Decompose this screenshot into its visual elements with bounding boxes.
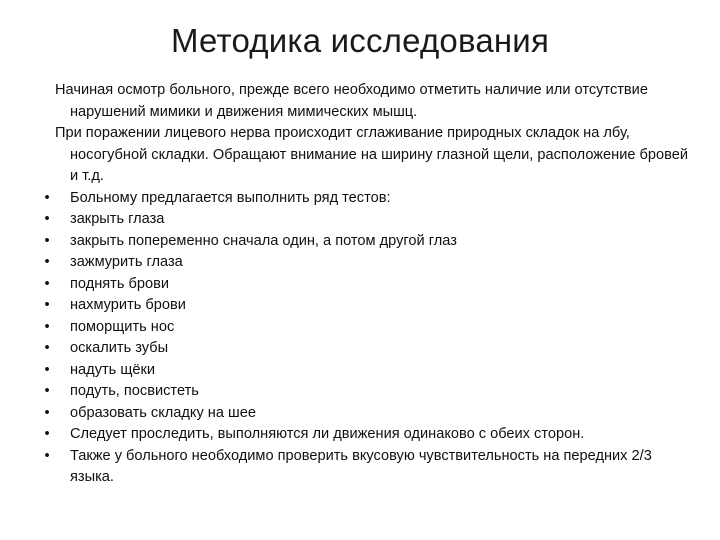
bullet-icon: • <box>44 211 50 227</box>
list-item-text: образовать складку на шее <box>70 404 256 421</box>
bullet-icon: • <box>44 426 50 442</box>
intro-paragraph: Начиная осмотр больного, прежде всего необходимо отметить наличие или отсутствие нарушений мимики и движения мимических мышц. <box>55 82 648 120</box>
bullet-icon: • <box>44 232 50 249</box>
list-item-text: Следует проследить, выполняются ли движения одинаково с обеих сторон. <box>70 426 585 442</box>
list-item <box>40 295 690 317</box>
bullet-icon: • <box>44 318 50 335</box>
list-item <box>40 252 690 274</box>
list-item-text: оскалить зубы <box>70 340 169 356</box>
bullet-icon: • <box>44 189 50 206</box>
list-item <box>40 424 690 446</box>
bullet-icon: • <box>44 361 50 378</box>
list-item <box>40 274 690 296</box>
list-item-text: поднять брови <box>70 275 170 292</box>
bullet-icon: • <box>44 254 50 270</box>
list-item <box>40 231 690 253</box>
facial-nerve-paragraph: При поражении лицевого нерва происходит сглаживание природных складок на лбу, носогубной складки. Обращают внимание на ширину глазной щели, расположение бровей и т.д. <box>55 125 688 184</box>
list-item-text: подуть, посвистеть <box>70 383 199 399</box>
bullet-icon: • <box>44 275 50 292</box>
list-item <box>40 446 690 489</box>
list-item-text: поморщить нос <box>70 318 175 335</box>
slide-body <box>40 80 690 489</box>
list-item <box>40 381 690 403</box>
bullet-icon: • <box>44 404 50 421</box>
list-item <box>40 360 690 382</box>
test-list <box>40 188 690 489</box>
list-item <box>40 209 690 231</box>
list-item <box>40 338 690 360</box>
list-item-text: закрыть глаза <box>70 211 165 227</box>
list-item-text: Больному предлагается выполнить ряд тестов: <box>70 189 391 206</box>
list-item-text: закрыть попеременно сначала один, а потом другой глаз <box>70 232 457 249</box>
list-item <box>40 403 690 425</box>
list-item-text: нахмурить брови <box>70 297 186 313</box>
bullet-icon: • <box>44 447 50 464</box>
bullet-icon: • <box>44 340 50 356</box>
bullet-icon: • <box>44 297 50 313</box>
list-item <box>40 317 690 339</box>
bullet-icon: • <box>44 383 50 399</box>
list-item-text: надуть щёки <box>70 361 155 378</box>
list-item <box>40 188 690 210</box>
list-item-text: Также у больного необходимо проверить вкусовую чувствительность на передних 2/3 языка. <box>70 447 652 485</box>
slide-title: Методика исследования <box>170 22 550 59</box>
list-item-text: зажмурить глаза <box>70 254 183 270</box>
